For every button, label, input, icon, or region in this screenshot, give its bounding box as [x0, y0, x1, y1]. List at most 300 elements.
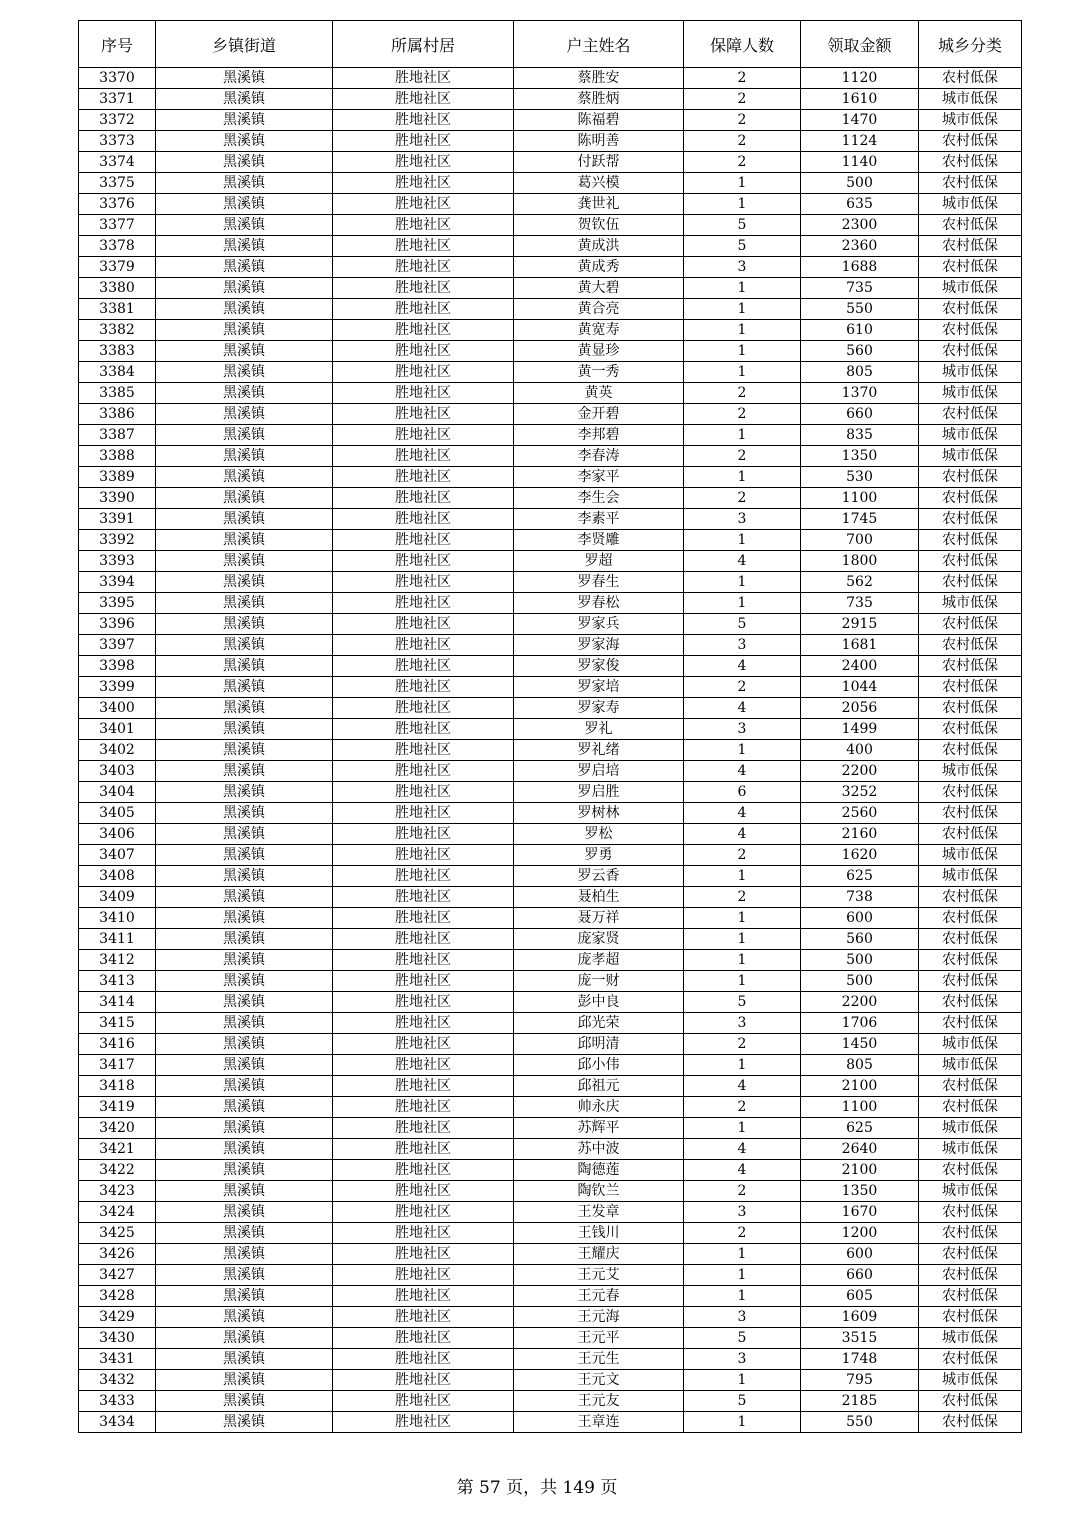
amount-cell: 1124 [801, 131, 919, 152]
village-cell: 胜地社区 [333, 635, 514, 656]
township-cell: 黑溪镇 [156, 194, 333, 215]
category-cell: 农村低保 [919, 614, 1022, 635]
table-row [79, 950, 1022, 971]
amount-cell: 1100 [801, 1097, 919, 1118]
category-cell: 农村低保 [919, 1097, 1022, 1118]
amount-cell: 700 [801, 530, 919, 551]
township-cell: 黑溪镇 [156, 1328, 333, 1349]
serial-number-cell: 3418 [79, 1076, 156, 1097]
table-row [79, 530, 1022, 551]
village-cell: 胜地社区 [333, 845, 514, 866]
village-cell: 胜地社区 [333, 341, 514, 362]
householder-name-cell: 黄一秀 [514, 362, 684, 383]
amount-cell: 2915 [801, 614, 919, 635]
table-row [79, 698, 1022, 719]
table-row [79, 257, 1022, 278]
table-row [79, 194, 1022, 215]
covered-persons-cell: 1 [684, 425, 801, 446]
category-cell: 农村低保 [919, 1202, 1022, 1223]
category-cell: 城市低保 [919, 1370, 1022, 1391]
householder-name-cell: 庞家贤 [514, 929, 684, 950]
category-cell: 农村低保 [919, 698, 1022, 719]
serial-number-cell: 3429 [79, 1307, 156, 1328]
householder-name-cell: 邱小伟 [514, 1055, 684, 1076]
serial-number-cell: 3415 [79, 1013, 156, 1034]
covered-persons-cell: 2 [684, 131, 801, 152]
amount-cell: 1748 [801, 1349, 919, 1370]
village-cell: 胜地社区 [333, 1076, 514, 1097]
township-cell: 黑溪镇 [156, 1412, 333, 1433]
category-cell: 农村低保 [919, 1160, 1022, 1181]
covered-persons-cell: 1 [684, 593, 801, 614]
table-row [79, 1328, 1022, 1349]
amount-cell: 625 [801, 866, 919, 887]
village-cell: 胜地社区 [333, 215, 514, 236]
amount-cell: 1100 [801, 488, 919, 509]
category-cell: 农村低保 [919, 572, 1022, 593]
table-row [79, 908, 1022, 929]
village-cell: 胜地社区 [333, 89, 514, 110]
table-row [79, 1223, 1022, 1244]
category-cell: 农村低保 [919, 887, 1022, 908]
serial-number-cell: 3426 [79, 1244, 156, 1265]
township-cell: 黑溪镇 [156, 593, 333, 614]
table-row [79, 1076, 1022, 1097]
category-cell: 农村低保 [919, 1349, 1022, 1370]
covered-persons-cell: 2 [684, 68, 801, 89]
covered-persons-cell: 2 [684, 677, 801, 698]
amount-cell: 2360 [801, 236, 919, 257]
householder-name-cell: 聂柏生 [514, 887, 684, 908]
covered-persons-cell: 2 [684, 1034, 801, 1055]
category-cell: 农村低保 [919, 341, 1022, 362]
village-cell: 胜地社区 [333, 110, 514, 131]
category-cell: 城市低保 [919, 866, 1022, 887]
township-cell: 黑溪镇 [156, 551, 333, 572]
village-cell: 胜地社区 [333, 1391, 514, 1412]
householder-name-cell: 李贤雕 [514, 530, 684, 551]
householder-name-cell: 李邦碧 [514, 425, 684, 446]
township-cell: 黑溪镇 [156, 1055, 333, 1076]
amount-cell: 2100 [801, 1160, 919, 1181]
amount-cell: 2300 [801, 215, 919, 236]
amount-cell: 3252 [801, 782, 919, 803]
header-urban-rural-category: 城乡分类 [919, 21, 1022, 68]
householder-name-cell: 蔡胜安 [514, 68, 684, 89]
serial-number-cell: 3391 [79, 509, 156, 530]
village-cell: 胜地社区 [333, 467, 514, 488]
township-cell: 黑溪镇 [156, 425, 333, 446]
amount-cell: 562 [801, 572, 919, 593]
village-cell: 胜地社区 [333, 1265, 514, 1286]
covered-persons-cell: 2 [684, 89, 801, 110]
village-cell: 胜地社区 [333, 1202, 514, 1223]
amount-cell: 1120 [801, 68, 919, 89]
serial-number-cell: 3403 [79, 761, 156, 782]
category-cell: 城市低保 [919, 383, 1022, 404]
township-cell: 黑溪镇 [156, 215, 333, 236]
covered-persons-cell: 1 [684, 1118, 801, 1139]
amount-cell: 1470 [801, 110, 919, 131]
covered-persons-cell: 5 [684, 1391, 801, 1412]
township-cell: 黑溪镇 [156, 320, 333, 341]
amount-cell: 795 [801, 1370, 919, 1391]
category-cell: 农村低保 [919, 299, 1022, 320]
householder-name-cell: 庞一财 [514, 971, 684, 992]
serial-number-cell: 3389 [79, 467, 156, 488]
category-cell: 城市低保 [919, 446, 1022, 467]
covered-persons-cell: 3 [684, 719, 801, 740]
householder-name-cell: 黄英 [514, 383, 684, 404]
householder-name-cell: 帅永庆 [514, 1097, 684, 1118]
township-cell: 黑溪镇 [156, 677, 333, 698]
category-cell: 农村低保 [919, 971, 1022, 992]
village-cell: 胜地社区 [333, 278, 514, 299]
serial-number-cell: 3377 [79, 215, 156, 236]
village-cell: 胜地社区 [333, 194, 514, 215]
amount-cell: 2185 [801, 1391, 919, 1412]
covered-persons-cell: 2 [684, 404, 801, 425]
township-cell: 黑溪镇 [156, 1307, 333, 1328]
serial-number-cell: 3397 [79, 635, 156, 656]
covered-persons-cell: 2 [684, 110, 801, 131]
village-cell: 胜地社区 [333, 1055, 514, 1076]
table-row [79, 404, 1022, 425]
village-cell: 胜地社区 [333, 1244, 514, 1265]
serial-number-cell: 3378 [79, 236, 156, 257]
covered-persons-cell: 5 [684, 614, 801, 635]
householder-name-cell: 李素平 [514, 509, 684, 530]
amount-cell: 2056 [801, 698, 919, 719]
township-cell: 黑溪镇 [156, 845, 333, 866]
serial-number-cell: 3408 [79, 866, 156, 887]
householder-name-cell: 王发章 [514, 1202, 684, 1223]
householder-name-cell: 邱光荣 [514, 1013, 684, 1034]
table-row [79, 383, 1022, 404]
category-cell: 农村低保 [919, 320, 1022, 341]
township-cell: 黑溪镇 [156, 257, 333, 278]
covered-persons-cell: 1 [684, 173, 801, 194]
township-cell: 黑溪镇 [156, 278, 333, 299]
village-cell: 胜地社区 [333, 320, 514, 341]
table-row [79, 446, 1022, 467]
category-cell: 城市低保 [919, 278, 1022, 299]
amount-cell: 2640 [801, 1139, 919, 1160]
serial-number-cell: 3388 [79, 446, 156, 467]
township-cell: 黑溪镇 [156, 1223, 333, 1244]
page-footer: 第 57 页，共 149 页 [456, 1478, 618, 1498]
amount-cell: 1350 [801, 446, 919, 467]
covered-persons-cell: 4 [684, 1139, 801, 1160]
amount-cell: 560 [801, 341, 919, 362]
amount-cell: 530 [801, 467, 919, 488]
covered-persons-cell: 1 [684, 320, 801, 341]
serial-number-cell: 3402 [79, 740, 156, 761]
serial-number-cell: 3404 [79, 782, 156, 803]
householder-name-cell: 聂万祥 [514, 908, 684, 929]
township-cell: 黑溪镇 [156, 782, 333, 803]
category-cell: 农村低保 [919, 257, 1022, 278]
table-row [79, 173, 1022, 194]
householder-name-cell: 苏辉平 [514, 1118, 684, 1139]
village-cell: 胜地社区 [333, 1118, 514, 1139]
table-row [79, 215, 1022, 236]
covered-persons-cell: 4 [684, 824, 801, 845]
township-cell: 黑溪镇 [156, 1118, 333, 1139]
table-row [79, 803, 1022, 824]
table-row [79, 761, 1022, 782]
householder-name-cell: 陈福碧 [514, 110, 684, 131]
amount-cell: 550 [801, 1412, 919, 1433]
village-cell: 胜地社区 [333, 488, 514, 509]
header-amount: 领取金额 [801, 21, 919, 68]
village-cell: 胜地社区 [333, 383, 514, 404]
covered-persons-cell: 1 [684, 1370, 801, 1391]
header-covered-persons: 保障人数 [684, 21, 801, 68]
village-cell: 胜地社区 [333, 1412, 514, 1433]
amount-cell: 1706 [801, 1013, 919, 1034]
category-cell: 农村低保 [919, 740, 1022, 761]
category-cell: 城市低保 [919, 362, 1022, 383]
township-cell: 黑溪镇 [156, 173, 333, 194]
amount-cell: 1200 [801, 1223, 919, 1244]
category-cell: 农村低保 [919, 719, 1022, 740]
serial-number-cell: 3417 [79, 1055, 156, 1076]
village-cell: 胜地社区 [333, 1139, 514, 1160]
covered-persons-cell: 1 [684, 950, 801, 971]
header-row [79, 21, 1022, 68]
village-cell: 胜地社区 [333, 677, 514, 698]
householder-name-cell: 黄显珍 [514, 341, 684, 362]
covered-persons-cell: 1 [684, 866, 801, 887]
covered-persons-cell: 4 [684, 698, 801, 719]
householder-name-cell: 邱祖元 [514, 1076, 684, 1097]
covered-persons-cell: 5 [684, 992, 801, 1013]
covered-persons-cell: 1 [684, 299, 801, 320]
serial-number-cell: 3409 [79, 887, 156, 908]
serial-number-cell: 3380 [79, 278, 156, 299]
serial-number-cell: 3414 [79, 992, 156, 1013]
amount-cell: 2160 [801, 824, 919, 845]
householder-name-cell: 王元平 [514, 1328, 684, 1349]
village-cell: 胜地社区 [333, 950, 514, 971]
serial-number-cell: 3395 [79, 593, 156, 614]
covered-persons-cell: 1 [684, 530, 801, 551]
village-cell: 胜地社区 [333, 824, 514, 845]
table-row [79, 635, 1022, 656]
householder-name-cell: 王元春 [514, 1286, 684, 1307]
householder-name-cell: 王元文 [514, 1370, 684, 1391]
village-cell: 胜地社区 [333, 131, 514, 152]
table-row [79, 677, 1022, 698]
serial-number-cell: 3424 [79, 1202, 156, 1223]
householder-name-cell: 王章连 [514, 1412, 684, 1433]
township-cell: 黑溪镇 [156, 908, 333, 929]
householder-name-cell: 贺钦伍 [514, 215, 684, 236]
covered-persons-cell: 2 [684, 1181, 801, 1202]
householder-name-cell: 彭中良 [514, 992, 684, 1013]
householder-name-cell: 李春涛 [514, 446, 684, 467]
covered-persons-cell: 1 [684, 908, 801, 929]
amount-cell: 3515 [801, 1328, 919, 1349]
village-cell: 胜地社区 [333, 1328, 514, 1349]
village-cell: 胜地社区 [333, 656, 514, 677]
table-row [79, 1244, 1022, 1265]
township-cell: 黑溪镇 [156, 635, 333, 656]
amount-cell: 1620 [801, 845, 919, 866]
serial-number-cell: 3406 [79, 824, 156, 845]
table-row [79, 1160, 1022, 1181]
township-cell: 黑溪镇 [156, 467, 333, 488]
township-cell: 黑溪镇 [156, 152, 333, 173]
village-cell: 胜地社区 [333, 1349, 514, 1370]
householder-name-cell: 李生会 [514, 488, 684, 509]
category-cell: 农村低保 [919, 908, 1022, 929]
table-row [79, 740, 1022, 761]
township-cell: 黑溪镇 [156, 1097, 333, 1118]
householder-name-cell: 黄宽寿 [514, 320, 684, 341]
village-cell: 胜地社区 [333, 614, 514, 635]
township-cell: 黑溪镇 [156, 1349, 333, 1370]
householder-name-cell: 葛兴模 [514, 173, 684, 194]
table-row [79, 1181, 1022, 1202]
amount-cell: 1140 [801, 152, 919, 173]
category-cell: 农村低保 [919, 68, 1022, 89]
township-cell: 黑溪镇 [156, 719, 333, 740]
village-cell: 胜地社区 [333, 1286, 514, 1307]
village-cell: 胜地社区 [333, 761, 514, 782]
village-cell: 胜地社区 [333, 572, 514, 593]
table-row [79, 551, 1022, 572]
serial-number-cell: 3382 [79, 320, 156, 341]
serial-number-cell: 3383 [79, 341, 156, 362]
amount-cell: 1670 [801, 1202, 919, 1223]
village-cell: 胜地社区 [333, 152, 514, 173]
covered-persons-cell: 5 [684, 215, 801, 236]
table-row [79, 509, 1022, 530]
table-row [79, 845, 1022, 866]
serial-number-cell: 3410 [79, 908, 156, 929]
table-row [79, 782, 1022, 803]
serial-number-cell: 3386 [79, 404, 156, 425]
category-cell: 城市低保 [919, 1118, 1022, 1139]
table-row [79, 278, 1022, 299]
table-row [79, 425, 1022, 446]
township-cell: 黑溪镇 [156, 572, 333, 593]
householder-name-cell: 罗松 [514, 824, 684, 845]
table-row [79, 341, 1022, 362]
covered-persons-cell: 1 [684, 1055, 801, 1076]
table-row [79, 1097, 1022, 1118]
amount-cell: 635 [801, 194, 919, 215]
amount-cell: 605 [801, 1286, 919, 1307]
village-cell: 胜地社区 [333, 887, 514, 908]
amount-cell: 600 [801, 1244, 919, 1265]
category-cell: 农村低保 [919, 1244, 1022, 1265]
householder-name-cell: 王元生 [514, 1349, 684, 1370]
category-cell: 城市低保 [919, 194, 1022, 215]
table-header [79, 21, 1022, 68]
covered-persons-cell: 3 [684, 635, 801, 656]
amount-cell: 500 [801, 971, 919, 992]
village-cell: 胜地社区 [333, 803, 514, 824]
category-cell: 农村低保 [919, 782, 1022, 803]
covered-persons-cell: 4 [684, 803, 801, 824]
township-cell: 黑溪镇 [156, 656, 333, 677]
township-cell: 黑溪镇 [156, 236, 333, 257]
amount-cell: 2100 [801, 1076, 919, 1097]
amount-cell: 1609 [801, 1307, 919, 1328]
amount-cell: 735 [801, 593, 919, 614]
serial-number-cell: 3405 [79, 803, 156, 824]
covered-persons-cell: 1 [684, 929, 801, 950]
village-cell: 胜地社区 [333, 1034, 514, 1055]
table-row [79, 1055, 1022, 1076]
category-cell: 城市低保 [919, 1034, 1022, 1055]
serial-number-cell: 3434 [79, 1412, 156, 1433]
covered-persons-cell: 4 [684, 1160, 801, 1181]
amount-cell: 805 [801, 362, 919, 383]
householder-name-cell: 罗树林 [514, 803, 684, 824]
covered-persons-cell: 3 [684, 1349, 801, 1370]
amount-cell: 1350 [801, 1181, 919, 1202]
township-cell: 黑溪镇 [156, 404, 333, 425]
township-cell: 黑溪镇 [156, 1265, 333, 1286]
village-cell: 胜地社区 [333, 299, 514, 320]
serial-number-cell: 3381 [79, 299, 156, 320]
category-cell: 农村低保 [919, 173, 1022, 194]
township-cell: 黑溪镇 [156, 341, 333, 362]
table-row [79, 824, 1022, 845]
serial-number-cell: 3407 [79, 845, 156, 866]
householder-name-cell: 罗勇 [514, 845, 684, 866]
table-row [79, 320, 1022, 341]
category-cell: 农村低保 [919, 992, 1022, 1013]
covered-persons-cell: 5 [684, 236, 801, 257]
covered-persons-cell: 4 [684, 656, 801, 677]
covered-persons-cell: 3 [684, 1202, 801, 1223]
table-row [79, 467, 1022, 488]
township-cell: 黑溪镇 [156, 1244, 333, 1265]
covered-persons-cell: 3 [684, 257, 801, 278]
table-row [79, 488, 1022, 509]
category-cell: 农村低保 [919, 551, 1022, 572]
table-row [79, 1118, 1022, 1139]
table-row [79, 68, 1022, 89]
serial-number-cell: 3428 [79, 1286, 156, 1307]
table-row [79, 593, 1022, 614]
table-row [79, 1349, 1022, 1370]
householder-name-cell: 罗家海 [514, 635, 684, 656]
covered-persons-cell: 1 [684, 278, 801, 299]
covered-persons-cell: 1 [684, 971, 801, 992]
township-cell: 黑溪镇 [156, 110, 333, 131]
category-cell: 城市低保 [919, 1181, 1022, 1202]
category-cell: 农村低保 [919, 131, 1022, 152]
township-cell: 黑溪镇 [156, 887, 333, 908]
serial-number-cell: 3416 [79, 1034, 156, 1055]
covered-persons-cell: 2 [684, 383, 801, 404]
table-row [79, 1139, 1022, 1160]
village-cell: 胜地社区 [333, 782, 514, 803]
householder-name-cell: 付跃帮 [514, 152, 684, 173]
householder-name-cell: 罗启培 [514, 761, 684, 782]
covered-persons-cell: 1 [684, 1286, 801, 1307]
serial-number-cell: 3425 [79, 1223, 156, 1244]
amount-cell: 625 [801, 1118, 919, 1139]
township-cell: 黑溪镇 [156, 362, 333, 383]
amount-cell: 610 [801, 320, 919, 341]
